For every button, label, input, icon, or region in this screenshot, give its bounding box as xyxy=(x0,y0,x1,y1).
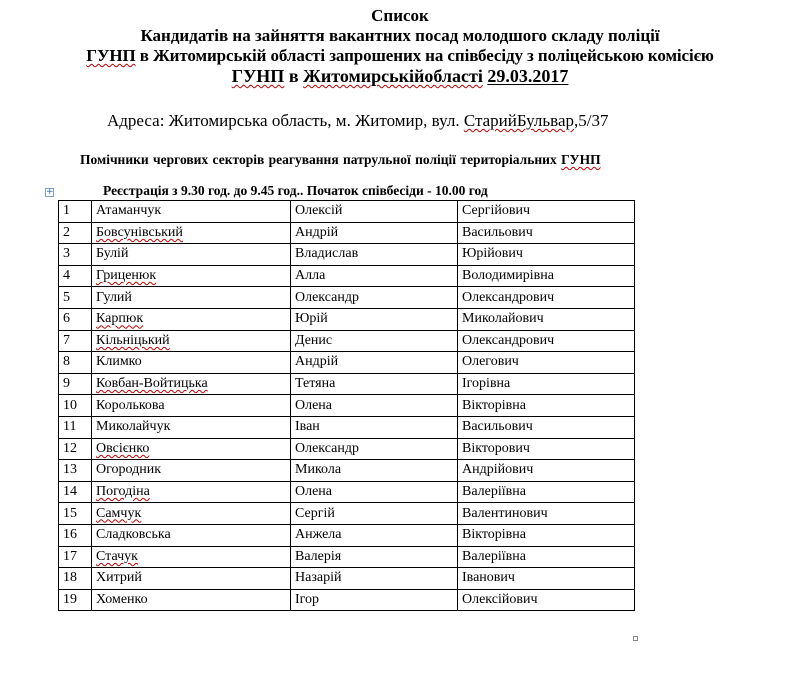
surname-cell xyxy=(92,503,291,525)
table-move-handle-icon[interactable]: + xyxy=(46,187,54,197)
table-row xyxy=(59,503,635,525)
row-number xyxy=(59,330,92,352)
table-row xyxy=(59,546,635,568)
table-row xyxy=(59,201,635,223)
row-number xyxy=(59,568,92,590)
surname-cell xyxy=(92,287,291,309)
name-cell-text: Олексій xyxy=(295,203,343,219)
surname-cell xyxy=(92,222,291,244)
name-cell-text: Андрій xyxy=(295,224,339,240)
surname-cell-text: Самчук xyxy=(96,505,142,521)
document-heading-line4 xyxy=(0,66,800,86)
patronymic-cell-text: Юрійович xyxy=(462,246,523,262)
name-cell xyxy=(291,308,458,330)
patronymic-cell-text: Ігорівна xyxy=(462,376,511,392)
name-cell-text: Тетяна xyxy=(295,376,336,392)
patronymic-cell xyxy=(458,589,635,611)
patronymic-cell-text: Олексійович xyxy=(462,591,538,607)
name-cell-text: Назарій xyxy=(295,570,342,586)
gunp-abbr: ГУНП xyxy=(561,152,601,167)
name-cell xyxy=(291,481,458,503)
surname-cell-text: Бовсунівський xyxy=(96,224,183,240)
address-suffix: ,5/37 xyxy=(574,111,609,130)
surname-cell xyxy=(92,201,291,223)
patronymic-cell xyxy=(458,416,635,438)
surname-cell-text: Гриценюк xyxy=(96,268,157,284)
row-number-text: 10 xyxy=(63,397,77,413)
patronymic-cell-text: Валеріївна xyxy=(462,484,526,500)
name-cell-text: Валерія xyxy=(295,548,342,564)
row-number-text: 1 xyxy=(63,203,70,219)
surname-cell-text: Климко xyxy=(96,354,142,370)
name-cell xyxy=(291,352,458,374)
patronymic-cell xyxy=(458,481,635,503)
row-number-text: 4 xyxy=(63,268,70,284)
name-cell-text: Ігор xyxy=(295,591,320,607)
patronymic-cell-text: Миколайович xyxy=(462,311,544,327)
row-number xyxy=(59,201,92,223)
row-number-text: 9 xyxy=(63,376,70,392)
heading-date: 29.03.2017 xyxy=(487,66,569,86)
patronymic-cell-text: Вікторівна xyxy=(462,527,526,543)
heading-region: Житомирськійобласті xyxy=(303,66,483,86)
table-row xyxy=(59,524,635,546)
name-cell xyxy=(291,287,458,309)
row-number xyxy=(59,503,92,525)
patronymic-cell-text: Валеріївна xyxy=(462,548,526,564)
address-line xyxy=(107,111,608,131)
patronymic-cell-text: Олександрович xyxy=(462,332,555,348)
surname-cell xyxy=(92,416,291,438)
surname-cell-text: Погодіна xyxy=(96,484,150,500)
name-cell xyxy=(291,503,458,525)
name-cell xyxy=(291,222,458,244)
name-cell xyxy=(291,201,458,223)
schedule-line: Реєстрація з 9.30 год. до 9.45 год.. Початок співбесіди - 10.00 год xyxy=(103,183,488,198)
row-number-text: 8 xyxy=(63,354,70,370)
document-title: Список xyxy=(371,6,429,25)
name-cell-text: Денис xyxy=(295,332,333,348)
patronymic-cell-text: Вікторівна xyxy=(462,397,526,413)
surname-cell-text: Огородник xyxy=(96,462,162,478)
row-number xyxy=(59,460,92,482)
surname-cell xyxy=(92,460,291,482)
row-number-text: 3 xyxy=(63,246,70,262)
name-cell xyxy=(291,589,458,611)
row-number-text: 15 xyxy=(63,505,77,521)
table-row xyxy=(59,352,635,374)
heading-line4-mid: в xyxy=(284,66,304,86)
row-number-text: 12 xyxy=(63,440,77,456)
surname-cell xyxy=(92,546,291,568)
patronymic-cell xyxy=(458,373,635,395)
row-number xyxy=(59,546,92,568)
patronymic-cell-text: Сергійович xyxy=(462,203,530,219)
row-number-text: 18 xyxy=(63,570,77,586)
table-row xyxy=(59,589,635,611)
patronymic-cell xyxy=(458,568,635,590)
address-street: СтарийБульвар xyxy=(463,111,574,130)
patronymic-cell xyxy=(458,201,635,223)
patronymic-cell-text: Васильович xyxy=(462,224,533,240)
surname-cell-text: Ковбан-Войтицька xyxy=(96,376,208,392)
row-number-text: 17 xyxy=(63,548,77,564)
table-row xyxy=(59,265,635,287)
row-number-text: 6 xyxy=(63,311,70,327)
surname-cell xyxy=(92,568,291,590)
surname-cell xyxy=(92,308,291,330)
row-number xyxy=(59,395,92,417)
patronymic-cell xyxy=(458,546,635,568)
heading-line3-text: в Житомирській області запрошених на співбесіду з поліцейською комісією xyxy=(135,46,714,65)
row-number xyxy=(59,352,92,374)
table-row xyxy=(59,222,635,244)
name-cell xyxy=(291,416,458,438)
name-cell xyxy=(291,524,458,546)
name-cell xyxy=(291,265,458,287)
patronymic-cell-text: Олегович xyxy=(462,354,519,370)
row-number xyxy=(59,244,92,266)
surname-cell xyxy=(92,589,291,611)
surname-cell-text: Королькова xyxy=(96,397,165,413)
table-row xyxy=(59,330,635,352)
surname-cell xyxy=(92,265,291,287)
surname-cell xyxy=(92,395,291,417)
name-cell xyxy=(291,438,458,460)
patronymic-cell xyxy=(458,222,635,244)
row-number xyxy=(59,373,92,395)
name-cell-text: Анжела xyxy=(295,527,342,543)
table-row xyxy=(59,416,635,438)
surname-cell xyxy=(92,524,291,546)
row-number xyxy=(59,481,92,503)
table-row xyxy=(59,308,635,330)
surname-cell-text: Хитрий xyxy=(96,570,142,586)
patronymic-cell-text: Володимирівна xyxy=(462,268,554,284)
surname-cell xyxy=(92,373,291,395)
patronymic-cell xyxy=(458,460,635,482)
name-cell xyxy=(291,373,458,395)
patronymic-cell xyxy=(458,503,635,525)
name-cell xyxy=(291,395,458,417)
surname-cell xyxy=(92,438,291,460)
row-number-text: 11 xyxy=(63,419,77,435)
row-number xyxy=(59,222,92,244)
gunp-abbr: ГУНП xyxy=(86,46,136,65)
surname-cell-text: Атаманчук xyxy=(96,203,162,219)
table-row xyxy=(59,481,635,503)
row-number-text: 2 xyxy=(63,224,70,240)
row-number-text: 5 xyxy=(63,289,70,305)
patronymic-cell xyxy=(458,287,635,309)
patronymic-cell-text: Андрійович xyxy=(462,462,534,478)
row-number xyxy=(59,416,92,438)
name-cell-text: Сергій xyxy=(295,505,335,521)
row-number-text: 16 xyxy=(63,527,77,543)
name-cell-text: Юрій xyxy=(295,311,328,327)
document-heading-line3 xyxy=(0,46,800,66)
subtitle-text: Помічники чергових секторів реагування патрульної поліції територіальних xyxy=(80,152,562,167)
surname-cell xyxy=(92,244,291,266)
patronymic-cell-text: Валентинович xyxy=(462,505,548,521)
name-cell-text: Олександр xyxy=(295,440,359,456)
name-cell-text: Іван xyxy=(295,419,320,435)
name-cell-text: Олександр xyxy=(295,289,359,305)
row-number xyxy=(59,589,92,611)
name-cell-text: Микола xyxy=(295,462,342,478)
candidates-table xyxy=(58,200,635,611)
patronymic-cell xyxy=(458,524,635,546)
table-row xyxy=(59,244,635,266)
document-title-block xyxy=(0,6,800,86)
surname-cell-text: Сладковська xyxy=(96,527,171,543)
table-row xyxy=(59,460,635,482)
name-cell-text: Алла xyxy=(295,268,326,284)
surname-cell-text: Овсієнко xyxy=(96,440,150,456)
patronymic-cell-text: Іванович xyxy=(462,570,515,586)
surname-cell-text: Миколайчук xyxy=(96,419,171,435)
name-cell-text: Андрій xyxy=(295,354,339,370)
position-subtitle xyxy=(80,152,601,168)
patronymic-cell-text: Олександрович xyxy=(462,289,555,305)
name-cell xyxy=(291,568,458,590)
row-number-text: 7 xyxy=(63,332,70,348)
patronymic-cell xyxy=(458,330,635,352)
table-row xyxy=(59,568,635,590)
row-number xyxy=(59,438,92,460)
surname-cell xyxy=(92,330,291,352)
patronymic-cell-text: Вікторович xyxy=(462,440,530,456)
table-row xyxy=(59,373,635,395)
patronymic-cell xyxy=(458,308,635,330)
row-number xyxy=(59,287,92,309)
patronymic-cell xyxy=(458,395,635,417)
name-cell-text: Олена xyxy=(295,397,333,413)
row-number-text: 13 xyxy=(63,462,77,478)
surname-cell-text: Хоменко xyxy=(96,591,148,607)
table-row xyxy=(59,395,635,417)
table-row xyxy=(59,287,635,309)
name-cell xyxy=(291,244,458,266)
gunp-abbr: ГУНП xyxy=(231,66,285,86)
surname-cell-text: Стачук xyxy=(96,548,138,564)
name-cell xyxy=(291,330,458,352)
patronymic-cell xyxy=(458,265,635,287)
row-number xyxy=(59,308,92,330)
surname-cell-text: Гулий xyxy=(96,289,132,305)
row-number xyxy=(59,265,92,287)
name-cell xyxy=(291,460,458,482)
surname-cell-text: Булій xyxy=(96,246,129,262)
patronymic-cell xyxy=(458,352,635,374)
table-row xyxy=(59,438,635,460)
patronymic-cell-text: Васильович xyxy=(462,419,533,435)
surname-cell-text: Кільніцький xyxy=(96,332,170,348)
row-number-text: 14 xyxy=(63,484,77,500)
name-cell-text: Владислав xyxy=(295,246,359,262)
row-number xyxy=(59,524,92,546)
patronymic-cell xyxy=(458,438,635,460)
surname-cell-text: Карпюк xyxy=(96,311,144,327)
address-prefix: Адреса: Житомирська область, м. Житомир, вул. xyxy=(107,111,464,130)
surname-cell xyxy=(92,352,291,374)
row-number-text: 19 xyxy=(63,591,77,607)
surname-cell xyxy=(92,481,291,503)
document-heading-line2: Кандидатів на зайняття вакантних посад молодшого складу поліції xyxy=(140,26,660,45)
patronymic-cell xyxy=(458,244,635,266)
table-resize-handle-icon[interactable] xyxy=(633,636,638,641)
name-cell xyxy=(291,546,458,568)
name-cell-text: Олена xyxy=(295,484,333,500)
